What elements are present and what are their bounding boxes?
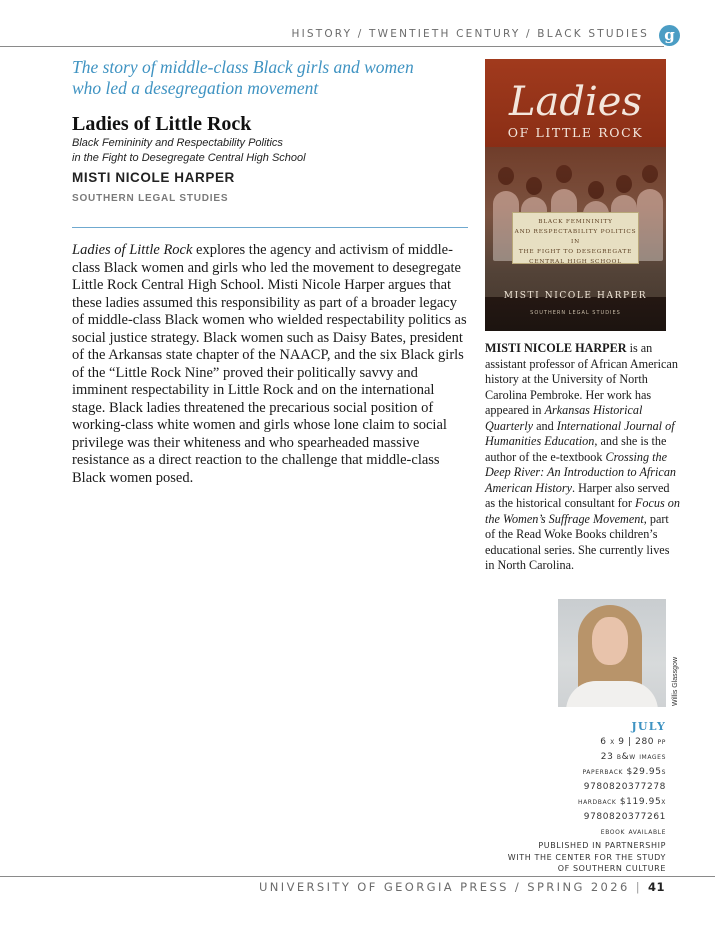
cover-title: Ladies	[508, 79, 642, 125]
header-rule	[0, 46, 664, 47]
bio-text: and	[533, 418, 557, 433]
cover-box-line: CENTRAL HIGH SCHOOL	[529, 259, 622, 265]
footer-rule	[0, 876, 715, 877]
bio-publication: Focus on the Women’s Suffrage Movement	[485, 496, 680, 526]
cover-box-line: THE FIGHT TO DESEGREGATE	[518, 249, 633, 255]
cover-figure	[637, 189, 663, 261]
photo-credit: Willis Glassgow	[672, 656, 679, 706]
book-author: MISTI NICOLE HARPER	[72, 170, 235, 185]
spec-trim-pages: 6 x 9 | 280 pp	[600, 737, 666, 747]
cover-figure-head	[588, 181, 604, 199]
author-photo	[558, 599, 666, 707]
book-description	[72, 242, 468, 487]
book-subtitle	[72, 136, 372, 166]
footer-press: UNIVERSITY OF GEORGIA PRESS / SPRING 2026	[258, 880, 630, 894]
press-logo-icon: g	[659, 25, 680, 46]
cover-series: SOUTHERN LEGAL STUDIES	[530, 310, 621, 316]
cover-figure-head	[616, 175, 632, 193]
spec-paperback-price: paperback $29.95s	[582, 767, 666, 777]
bio-text: . Harper also served as the historical consultant for	[485, 480, 670, 510]
cover-subtitle: OF LITTLE ROCK	[507, 125, 644, 140]
spec-ebook: ebook available	[600, 827, 666, 837]
cover-figure-head	[498, 167, 514, 185]
partner-line: PUBLISHED IN PARTNERSHIP	[538, 841, 666, 850]
subtitle-line-2: in the Fight to Desegregate Central High School	[72, 152, 306, 164]
author-photo-face	[592, 617, 628, 665]
bio-publication: International Journal of Humanities Education	[485, 418, 675, 448]
cover-box-line: BLACK FEMININITY	[538, 219, 613, 225]
cover-figure-head	[642, 165, 658, 183]
book-specs	[508, 719, 666, 875]
description-title-ref: Ladies of Little Rock	[72, 242, 193, 258]
book-cover	[485, 59, 666, 331]
bio-publication: Arkansas Historical Quarterly	[485, 403, 643, 433]
section-divider	[72, 227, 468, 228]
subtitle-line-1: Black Femininity and Respectability Politics	[72, 137, 283, 149]
book-title: Ladies of Little Rock	[72, 113, 252, 135]
spec-paperback-isbn: 9780820377278	[583, 782, 666, 792]
cover-subtitle-box	[512, 212, 639, 264]
bio-text: , part of the Read Woke Books children’s educational series. She currently lives in North Carolina.	[485, 511, 670, 572]
book-tagline: The story of middle-class Black girls and women who led a desegregation movement	[72, 57, 414, 98]
author-photo-shirt	[566, 681, 658, 707]
spec-hardback-isbn: 9780820377261	[583, 812, 666, 822]
page-number: 41	[647, 880, 665, 894]
cover-figure-head	[556, 165, 572, 183]
description-text: explores the agency and activism of middle-class Black women and girls who led the movement to desegregate Little Rock Central High School. Misti Nicole Harper argues that these ladies assumed this responsibility as part of a broader legacy of middle-class Black women who wielded respectability politics as social justice strategy. Black women such as Daisy Bates, president of the Arkansas state chapter of the NAACP, and the six Black girls of the “Little Rock Nine” proved their politically savvy and imminent respectability in Little Rock and on the international stage. Black ladies threatened the precarious social position of working-class white women and girls whose lone claim to social privilege was their whiteness and who spearheaded massive resistance as a direct reaction to the challenge that middle-class Black women posed.	[72, 242, 467, 486]
partner-line: WITH THE CENTER FOR THE STUDY	[507, 852, 666, 862]
category-breadcrumb: HISTORY / TWENTIETH CENTURY / BLACK STUDIES	[291, 28, 649, 40]
page-footer	[259, 880, 665, 894]
bio-author-name: MISTI NICOLE HARPER	[485, 341, 627, 355]
author-bio	[485, 341, 680, 574]
footer-separator: |	[635, 880, 642, 894]
cover-author: MISTI NICOLE HARPER	[503, 291, 648, 301]
bio-text: is an assistant professor of African American history at the University of North Carolina Pembroke. Her work has appeared in	[485, 341, 678, 417]
bio-publication: Crossing the Deep River: An Introduction to African American History	[485, 449, 677, 495]
cover-box-line: AND RESPECTABILITY POLITICS IN	[514, 229, 637, 245]
spec-hardback-price: hardback $119.95x	[577, 797, 666, 807]
book-series: SOUTHERN LEGAL STUDIES	[72, 193, 229, 204]
partner-line: OF SOUTHERN CULTURE	[557, 864, 666, 873]
cover-figure-head	[526, 177, 542, 195]
publication-month: JULY	[631, 720, 666, 733]
bio-text: , and she is the author of the e-textbook	[485, 434, 667, 464]
spec-images: 23 b&w images	[600, 752, 666, 762]
